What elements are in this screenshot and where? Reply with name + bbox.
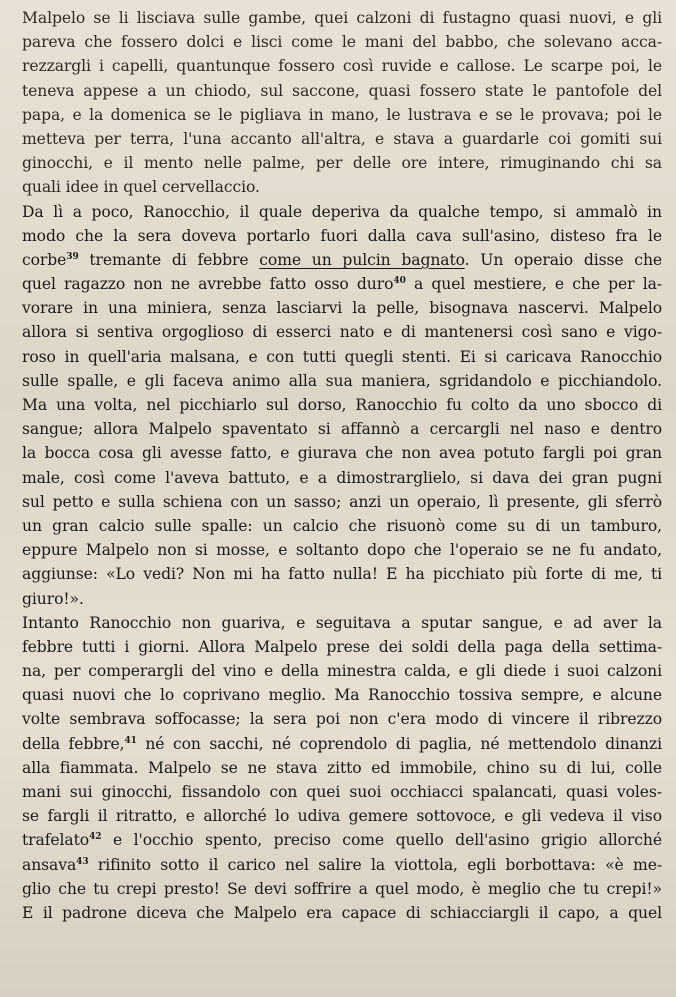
text-fragment: rifinito sotto il carico nel salire la viottola, egli borbottava: «è me-	[88, 855, 662, 874]
text-line: quali idee in quel cervellaccio.	[22, 178, 260, 197]
footnote-marker: 42	[89, 832, 102, 843]
text-line: metteva per terra, l'una accanto all'altra, e stava a guardarle coi gomiti sui	[22, 129, 662, 148]
text-fragment: trafelato	[22, 831, 90, 850]
text-line-with-footnote	[22, 853, 662, 877]
text-line: ginocchi, e il mento nelle palme, per delle ore intere, rimuginando chi sa	[22, 154, 662, 173]
footnote-marker: 41	[124, 735, 137, 746]
book-page	[22, 6, 662, 925]
text-line: vorare in una miniera, senza lasciarvi la pelle, bisognava nascervi. Malpelo	[22, 299, 662, 318]
text-line: na, per comperargli del vino e della minestra calda, e gli diede i suoi calzoni	[22, 662, 662, 681]
text-line: pareva che fossero dolci e lisci come le mani del babbo, che solevano acca-	[22, 33, 662, 52]
paragraph-2	[22, 200, 662, 611]
text-fragment: della febbre,	[22, 734, 125, 753]
text-line: febbre tutti i giorni. Allora Malpelo prese dei soldi della paga della settima-	[22, 637, 662, 656]
text-fragment: tremante di febbre	[78, 250, 260, 269]
text-line: giuro!».	[22, 589, 84, 608]
text-line: eppure Malpelo non si mosse, e soltanto dopo che l'operaio se ne fu andato,	[22, 541, 662, 560]
footnote-marker: 40	[393, 275, 406, 286]
text-line: quasi nuovi che lo coprivano meglio. Ma Ranocchio tossiva sempre, e alcune	[22, 686, 662, 705]
text-fragment: e l'occhio spento, preciso come quello dell'asino grigio allorché	[101, 831, 662, 850]
text-fragment: a quel mestiere, e che per la-	[405, 275, 662, 294]
text-line: sul petto e sulla schiena con un sasso; anzi un operaio, lì presente, gli sferrò	[22, 492, 662, 511]
text-fragment: quel ragazzo non ne avrebbe fatto osso duro	[22, 275, 394, 294]
paragraph-3	[22, 611, 662, 925]
text-line: roso in quell'aria malsana, e con tutti quegli stenti. Ei si caricava Ranocchio	[22, 347, 662, 366]
text-line-with-footnote	[22, 732, 662, 756]
text-line: un gran calcio sulle spalle: un calcio che risuonò come su di un tamburo,	[22, 516, 662, 535]
text-line: alla fiammata. Malpelo se ne stava zitto ed immobile, chino su di lui, colle	[22, 758, 662, 777]
text-line: sangue; allora Malpelo spaventato si affannò a cercargli nel naso e dentro	[22, 420, 662, 439]
text-fragment: né con sacchi, né coprendolo di paglia, né mettendolo dinanzi	[136, 734, 662, 753]
text-line: E il padrone diceva che Malpelo era capace di schiacciargli il capo, a quel	[22, 903, 662, 922]
paragraph-1	[22, 6, 662, 200]
text-line: sulle spalle, e gli faceva animo alla sua maniera, sgridandolo e picchiandolo.	[22, 371, 662, 390]
text-line: rezzargli i capelli, quantunque fossero così ruvide e callose. Le scarpe poi, le	[22, 57, 662, 76]
text-line: Ma una volta, nel picchiarlo sul dorso, Ranocchio fu colto da uno sbocco di	[22, 396, 662, 414]
text-line: allora si sentiva orgoglioso di esserci nato e di mantenersi così sano e vigo-	[22, 323, 662, 342]
text-line: la bocca cosa gli avesse fatto, e giurava che non avea potuto fargli poi gran	[22, 444, 662, 463]
underlined-phrase: come un pulcin bagnato	[259, 250, 465, 269]
text-line: aggiunse: «Lo vedi? Non mi ha fatto nulla! E ha picchiato più forte di me, ti	[22, 565, 662, 584]
text-line-with-footnote	[22, 272, 662, 296]
text-line: male, così come l'aveva battuto, e a dimostrarglielo, si dava dei gran pugni	[22, 468, 662, 487]
text-line: modo che la sera doveva portarlo fuori dalla cava sull'asino, disteso fra le	[22, 226, 662, 245]
text-line: Malpelo se li lisciava sulle gambe, quei calzoni di fustagno quasi nuovi, e gli	[22, 9, 662, 27]
text-line: Da lì a poco, Ranocchio, il quale deperiva da qualche tempo, si ammalò in	[22, 202, 662, 221]
text-fragment: . Un operaio disse che	[464, 250, 662, 269]
text-line: Intanto Ranocchio non guariva, e seguitava a sputar sangue, e ad aver la	[22, 613, 662, 632]
text-line: se fargli il ritratto, e allorché lo udiva gemere sottovoce, e gli vedeva il viso	[22, 807, 662, 826]
text-line: papa, e la domenica se le pigliava in mano, le lustrava e se le provava; poi le	[22, 105, 662, 124]
footnote-marker: 43	[76, 856, 89, 867]
text-line-with-footnote	[22, 248, 662, 272]
text-line: teneva appese a un chiodo, sul saccone, quasi fossero state le pantofole del	[22, 81, 662, 100]
text-line: glio che tu crepi presto! Se devi soffrire a quel modo, è meglio che tu crepi!»	[22, 879, 662, 898]
footnote-marker: 39	[66, 251, 79, 262]
text-line: mani sui ginocchi, fissandolo con quei suoi occhiacci spalancati, quasi voles-	[22, 783, 662, 801]
text-line-with-footnote	[22, 828, 662, 852]
text-line: volte sembrava soffocasse; la sera poi non c'era modo di vincere il ribrezzo	[22, 710, 662, 729]
text-fragment: ansava	[22, 855, 77, 874]
text-fragment: corbe	[22, 250, 67, 269]
